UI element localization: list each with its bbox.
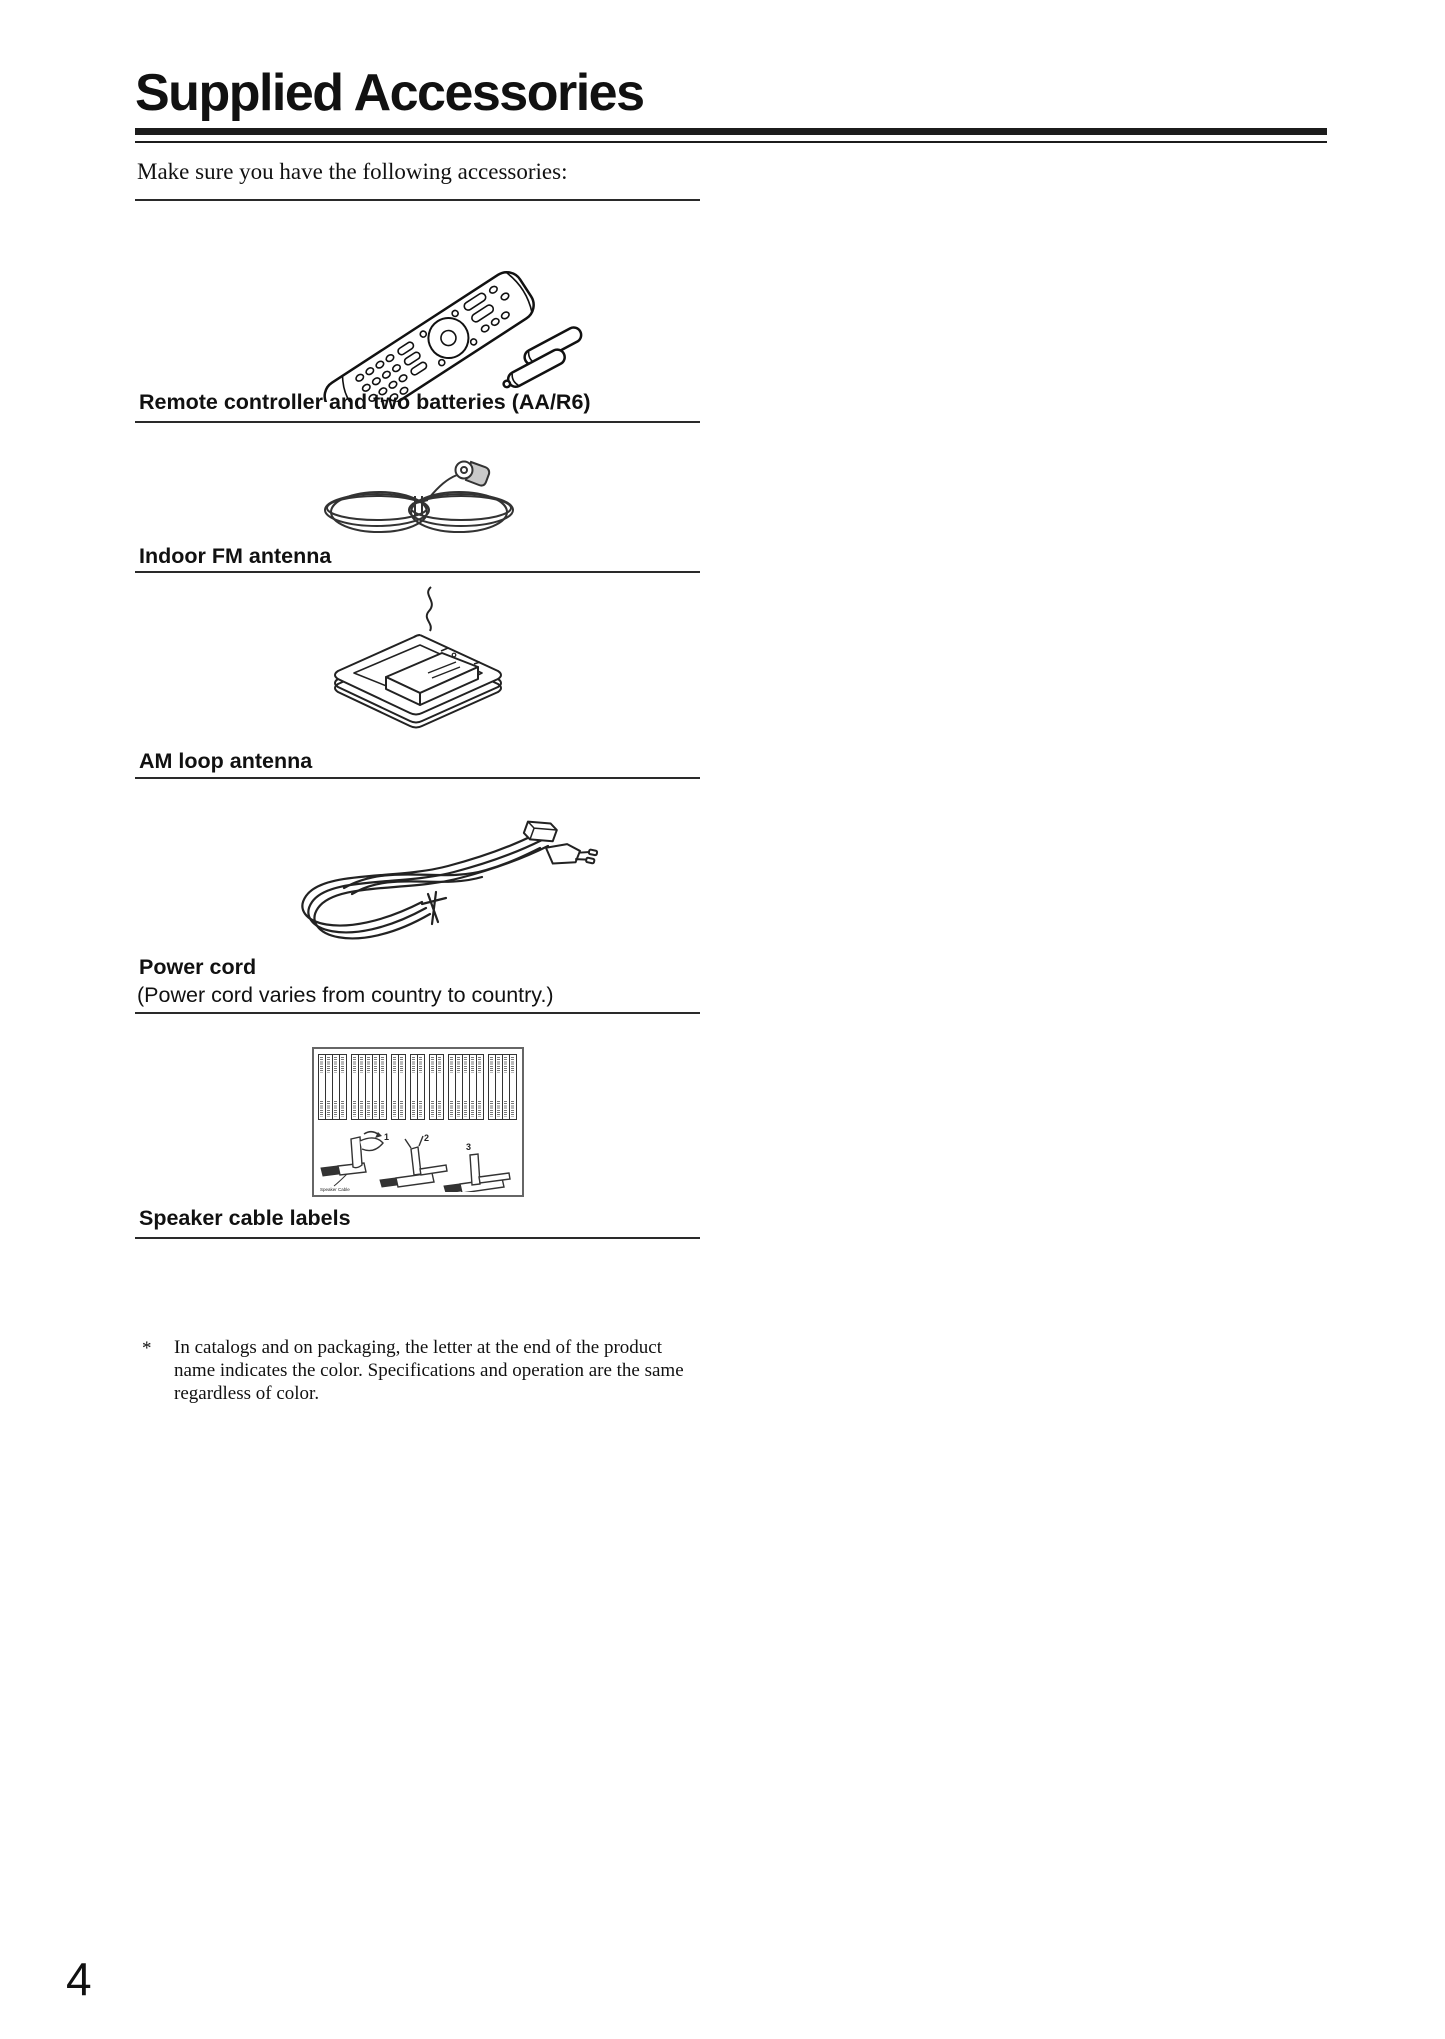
label-strip-row xyxy=(318,1054,517,1120)
section-rule xyxy=(135,1237,700,1239)
section-rule xyxy=(135,571,700,573)
footnote-text xyxy=(174,1336,684,1405)
page-number: 4 xyxy=(66,1953,92,2005)
section-rule xyxy=(135,1012,700,1014)
label-strip-group xyxy=(391,1054,406,1120)
accessory-label-remote: Remote controller and two batteries (AA/R6) xyxy=(139,390,591,414)
page-title: Supplied Accessories xyxy=(135,64,644,122)
remote-controller-and-batteries-illustration xyxy=(300,222,585,402)
intro-text: Make sure you have the following accessories: xyxy=(137,159,568,184)
footnote-marker: * xyxy=(142,1338,152,1359)
step-number: 1 xyxy=(384,1132,390,1142)
label-strip-group xyxy=(410,1054,425,1120)
label-wrap-steps-illustration xyxy=(318,1128,518,1192)
footnote-line: In catalogs and on packaging, the letter at the end of the product xyxy=(174,1337,663,1358)
title-rule-thin xyxy=(135,141,1327,143)
fm-antenna-illustration xyxy=(313,452,528,544)
label-strip-group xyxy=(488,1054,517,1120)
accessory-label-power-cord: Power cord xyxy=(139,955,257,979)
label-strip-group xyxy=(318,1054,347,1120)
speaker-cable-caption: Speaker Cable xyxy=(320,1187,350,1192)
power-cord-illustration xyxy=(280,808,600,958)
am-loop-antenna-illustration xyxy=(328,585,508,755)
footnote-line: name indicates the color. Specifications and operation are the same xyxy=(174,1360,684,1381)
section-rule xyxy=(135,421,700,423)
label-strip-group xyxy=(448,1054,484,1120)
footnote-line: regardless of color. xyxy=(174,1383,320,1404)
section-rule xyxy=(135,777,700,779)
step-number: 2 xyxy=(424,1133,430,1143)
accessory-label-am-antenna: AM loop antenna xyxy=(139,749,313,773)
label-strip-group xyxy=(351,1054,387,1120)
intro-rule xyxy=(135,199,700,201)
accessory-sublabel-power-cord: (Power cord varies from country to country.) xyxy=(137,983,554,1007)
title-rule-thick xyxy=(135,128,1327,135)
speaker-cable-labels-illustration xyxy=(312,1047,524,1197)
accessory-label-speaker-cable-labels: Speaker cable labels xyxy=(139,1206,351,1230)
accessory-label-fm-antenna: Indoor FM antenna xyxy=(139,544,332,568)
step-number: 3 xyxy=(466,1142,472,1152)
label-strip-group xyxy=(429,1054,444,1120)
